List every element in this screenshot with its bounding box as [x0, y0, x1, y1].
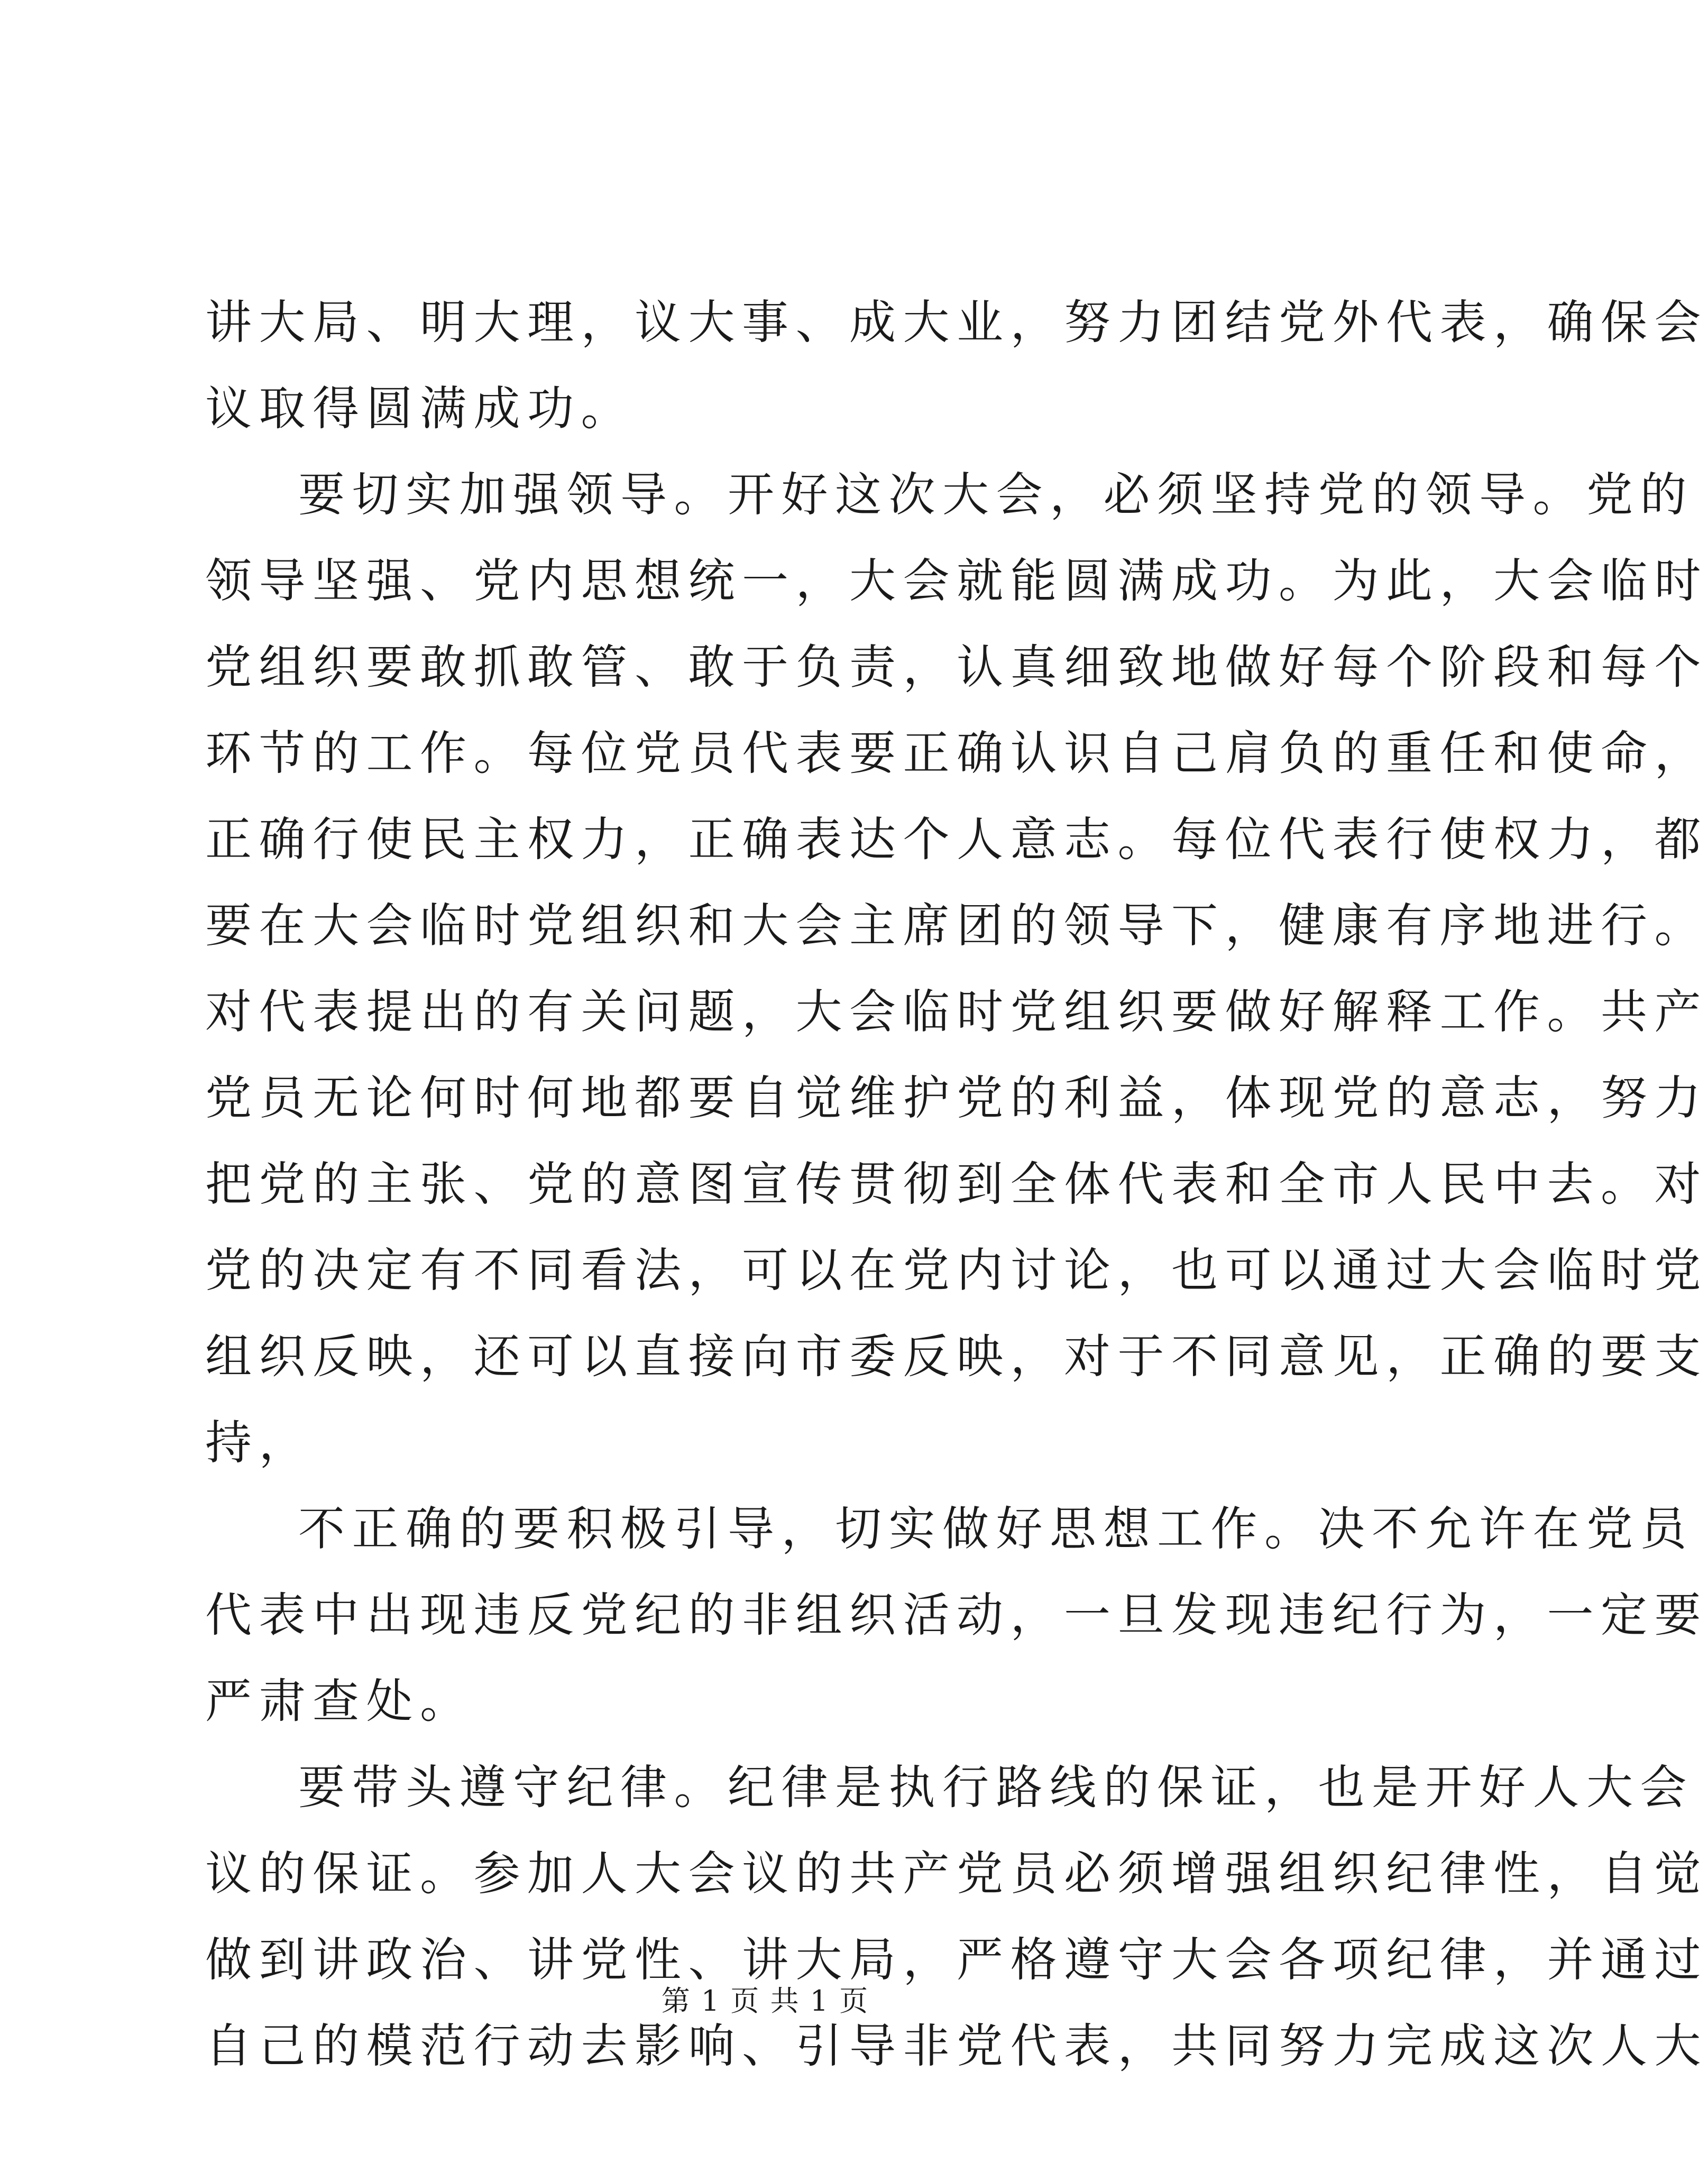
text-line: 严肃查处。	[205, 1674, 474, 1728]
text-line: 党员无论何时何地都要自觉维护党的利益，体现党的意志，努力	[205, 1071, 1708, 1125]
text-line: 议取得圆满成功。	[205, 381, 635, 436]
text-line: 环节的工作。每位党员代表要正确认识自己肩负的重任和使命，	[205, 726, 1708, 780]
text-line: 代表中出现违反党纪的非组织活动，一旦发现违纪行为，一定要	[205, 1588, 1708, 1642]
text-line: 持，	[205, 1415, 313, 1470]
page-footer: 第 1 页 共 1 页	[661, 1984, 869, 2018]
text-line: 自己的模范行动去影响、引导非党代表，共同努力完成这次人大	[205, 2019, 1708, 2073]
text-line: 要在大会临时党组织和大会主席团的领导下，健康有序地进行。	[205, 898, 1708, 953]
text-line: 讲大局、明大理，议大事、成大业，努力团结党外代表，确保会	[205, 295, 1708, 349]
text-line: 党的决定有不同看法，可以在党内讨论，也可以通过大会临时党	[205, 1243, 1708, 1297]
text-line: 党组织要敢抓敢管、敢于负责，认真细致地做好每个阶段和每个	[205, 640, 1708, 694]
text-line: 议的保证。参加人大会议的共产党员必须增强组织纪律性，自觉	[205, 1846, 1708, 1901]
text-line: 做到讲政治、讲党性、讲大局，严格遵守大会各项纪律，并通过	[205, 1932, 1708, 1987]
text-line: 正确行使民主权力，正确表达个人意志。每位代表行使权力，都	[205, 812, 1708, 867]
text-line: 把党的主张、党的意图宣传贯彻到全体代表和全市人民中去。对	[205, 1157, 1708, 1211]
text-line: 不正确的要积极引导，切实做好思想工作。决不允许在党员	[298, 1502, 1694, 1556]
text-line: 要切实加强领导。开好这次大会，必须坚持党的领导。党的	[298, 467, 1694, 522]
text-line: 对代表提出的有关问题，大会临时党组织要做好解释工作。共产	[205, 984, 1708, 1039]
text-line: 要带头遵守纪律。纪律是执行路线的保证，也是开好人大会	[298, 1760, 1694, 1815]
text-line: 组织反映，还可以直接向市委反映，对于不同意见，正确的要支	[205, 1329, 1708, 1384]
text-line: 领导坚强、党内思想统一，大会就能圆满成功。为此，大会临时	[205, 554, 1708, 608]
document-body	[205, 279, 1708, 2089]
